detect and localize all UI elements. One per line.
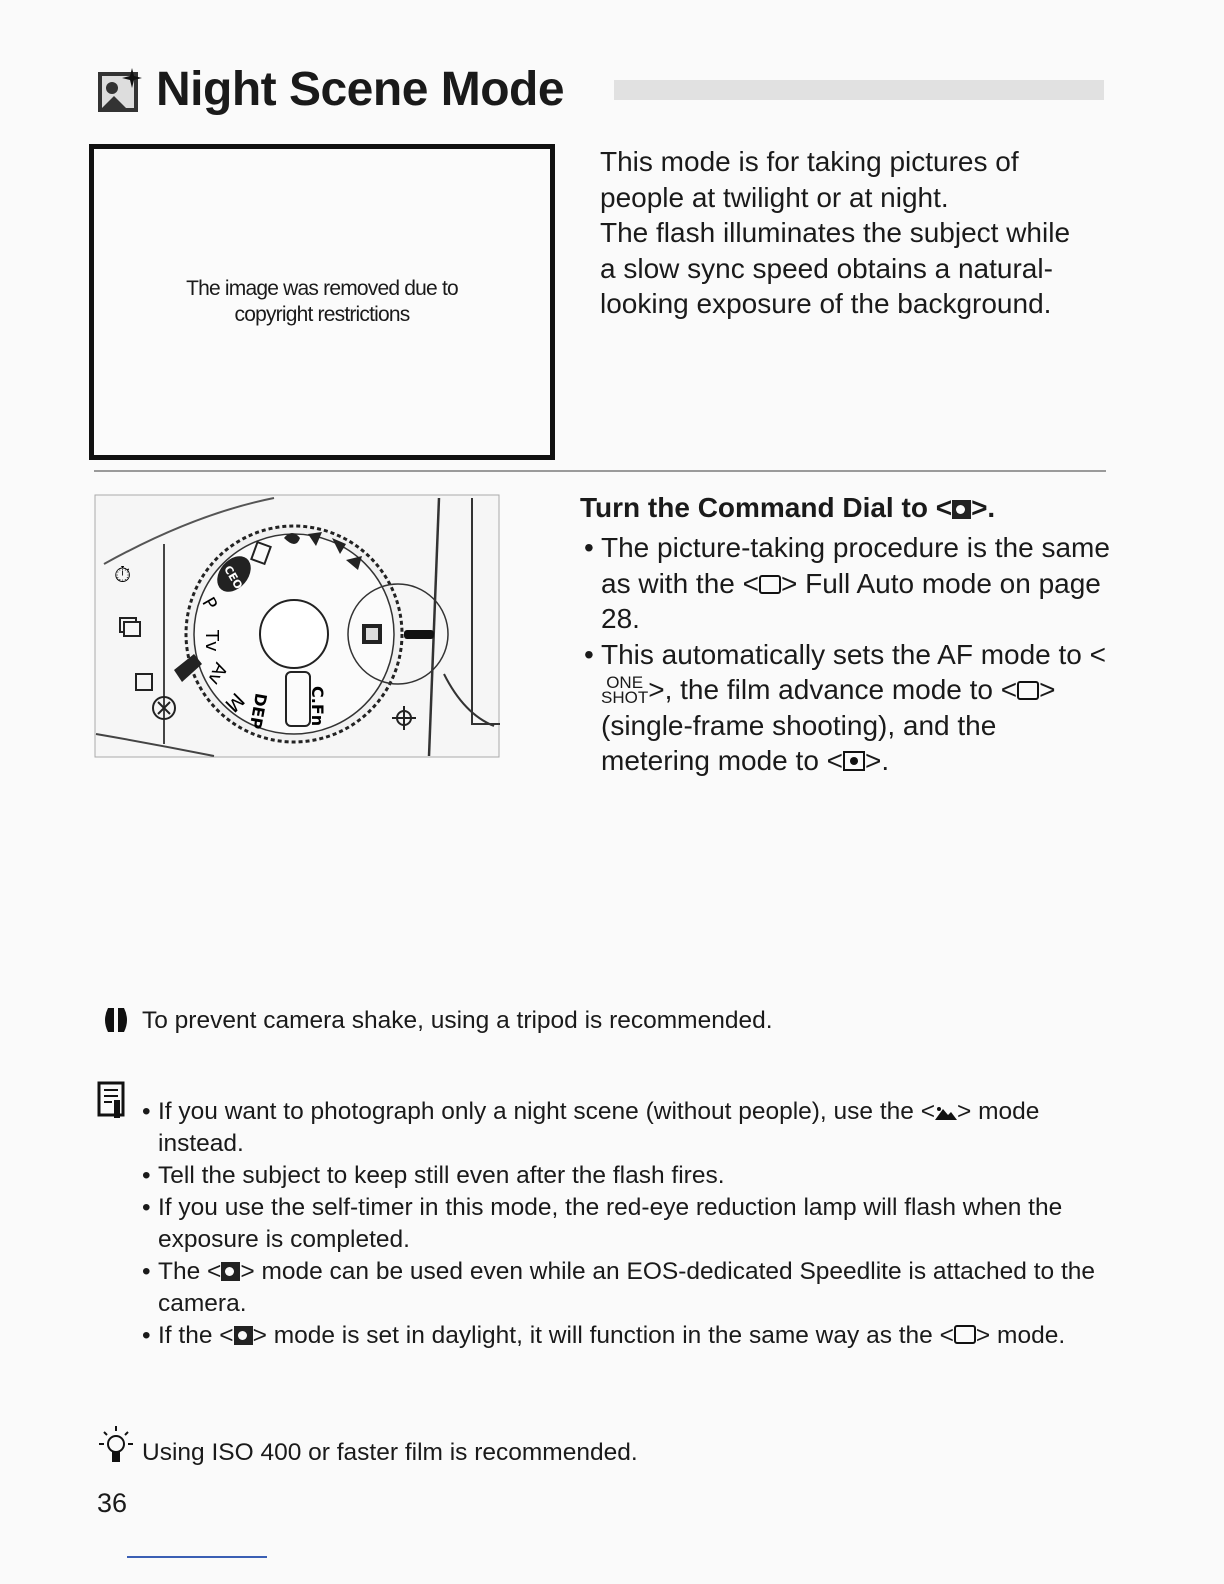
note-4-text-a: The < xyxy=(158,1258,222,1285)
note-item-3: • If you use the self-timer in this mode, the red-eye reduction lamp will flash when the exposure is completed. xyxy=(158,1192,1106,1256)
note-5-text-c: > mode. xyxy=(975,1322,1066,1349)
section-divider xyxy=(94,470,1106,472)
caution-icon xyxy=(100,1004,132,1036)
step-bullet-2-text-d: >. xyxy=(865,745,890,776)
tip-bulb-icon xyxy=(96,1424,136,1468)
note-icon xyxy=(96,1080,128,1120)
page-title: Night Scene Mode xyxy=(156,63,565,116)
night-scene-icon xyxy=(952,500,971,519)
dial-dep-label: DEP xyxy=(245,691,271,731)
step-heading-text-2: >. xyxy=(971,492,996,523)
image-removed-caption: The image was removed due to copyright restrictions xyxy=(186,277,458,326)
caution-note xyxy=(100,1004,773,1036)
step-bullet-1-text-a: The picture-taking procedure is the same as with the < xyxy=(601,532,1110,599)
step-heading xyxy=(580,490,1110,526)
step-heading-text-1: Turn the Command Dial to < xyxy=(580,492,953,523)
step-instructions xyxy=(580,490,1110,779)
metering-icon xyxy=(843,751,865,771)
note-4-text-b: > mode can be used even while an EOS-dedicated Speedlite is attached to the camera. xyxy=(158,1258,1096,1317)
night-scene-icon xyxy=(221,1262,240,1281)
one-shot-bottom: SHOT xyxy=(601,688,649,707)
svg-text:⏱: ⏱ xyxy=(114,563,132,588)
step-bullet-2 xyxy=(580,637,1110,779)
step-bullet-1 xyxy=(580,530,1110,637)
step-bullet-2-text-b: >, the film advance mode to < xyxy=(648,674,1018,705)
dial-m-label: M xyxy=(220,687,250,718)
dial-p-label: P xyxy=(197,593,222,614)
note-1-text-b: > mode instead. xyxy=(158,1098,1040,1157)
note-item-2: • Tell the subject to keep still even after the flash fires. xyxy=(158,1160,1106,1192)
step-bullet-2-text-c: > (single-frame shooting), and the metering mode to < xyxy=(601,674,1056,776)
intro-paragraph-2: The flash illuminates the subject while a slow sync speed obtains a natural-looking exposure of the background. xyxy=(600,217,1071,319)
image-placeholder xyxy=(89,144,555,460)
dial-ceo-label: CEO xyxy=(221,563,245,592)
page-title-row xyxy=(96,62,564,117)
step-bullet-1-text-b: > Full Auto mode on page 28. xyxy=(601,567,1101,634)
intro-text xyxy=(600,144,1090,322)
night-scene-icon xyxy=(234,1326,253,1345)
intro-paragraph-1: This mode is for taking pictures of people at twilight or at night. xyxy=(600,146,1019,213)
note-1-text-a: If you want to photograph only a night scene (without people), use the < xyxy=(158,1098,936,1125)
title-rule xyxy=(614,80,1104,100)
one-shot-icon xyxy=(601,675,648,705)
landscape-night-icon xyxy=(935,1106,957,1120)
command-dial-illustration xyxy=(94,494,500,758)
step-bullets xyxy=(580,530,1110,779)
note-item-1 xyxy=(158,1096,1106,1160)
note-5-text-a: If the < xyxy=(158,1322,234,1349)
page-number: 36 xyxy=(97,1488,128,1518)
notes-list xyxy=(96,1080,1106,1352)
dial-cfn-label: C.Fn xyxy=(308,686,327,727)
note-item-4 xyxy=(158,1256,1106,1320)
one-shot-top: ONE xyxy=(606,673,644,692)
note-5-text-b: > mode is set in daylight, it will function in the same way as the < xyxy=(252,1322,954,1349)
dial-tv-label: Tv xyxy=(201,630,222,652)
bottom-rule xyxy=(127,1556,267,1558)
caution-text: To prevent camera shake, using a tripod is recommended. xyxy=(142,1007,773,1034)
tip-text: Using ISO 400 or faster film is recommended. xyxy=(142,1439,638,1466)
tip-note xyxy=(96,1424,638,1468)
full-auto-icon xyxy=(759,575,781,594)
notes-section xyxy=(96,1080,1106,1352)
note-item-5 xyxy=(158,1320,1106,1352)
step-bullet-2-text-a: This automatically sets the AF mode to < xyxy=(601,638,1107,670)
full-auto-icon xyxy=(954,1325,976,1344)
dial-av-label: Av xyxy=(202,659,232,688)
night-scene-icon xyxy=(96,66,144,114)
single-frame-icon xyxy=(1017,681,1039,700)
